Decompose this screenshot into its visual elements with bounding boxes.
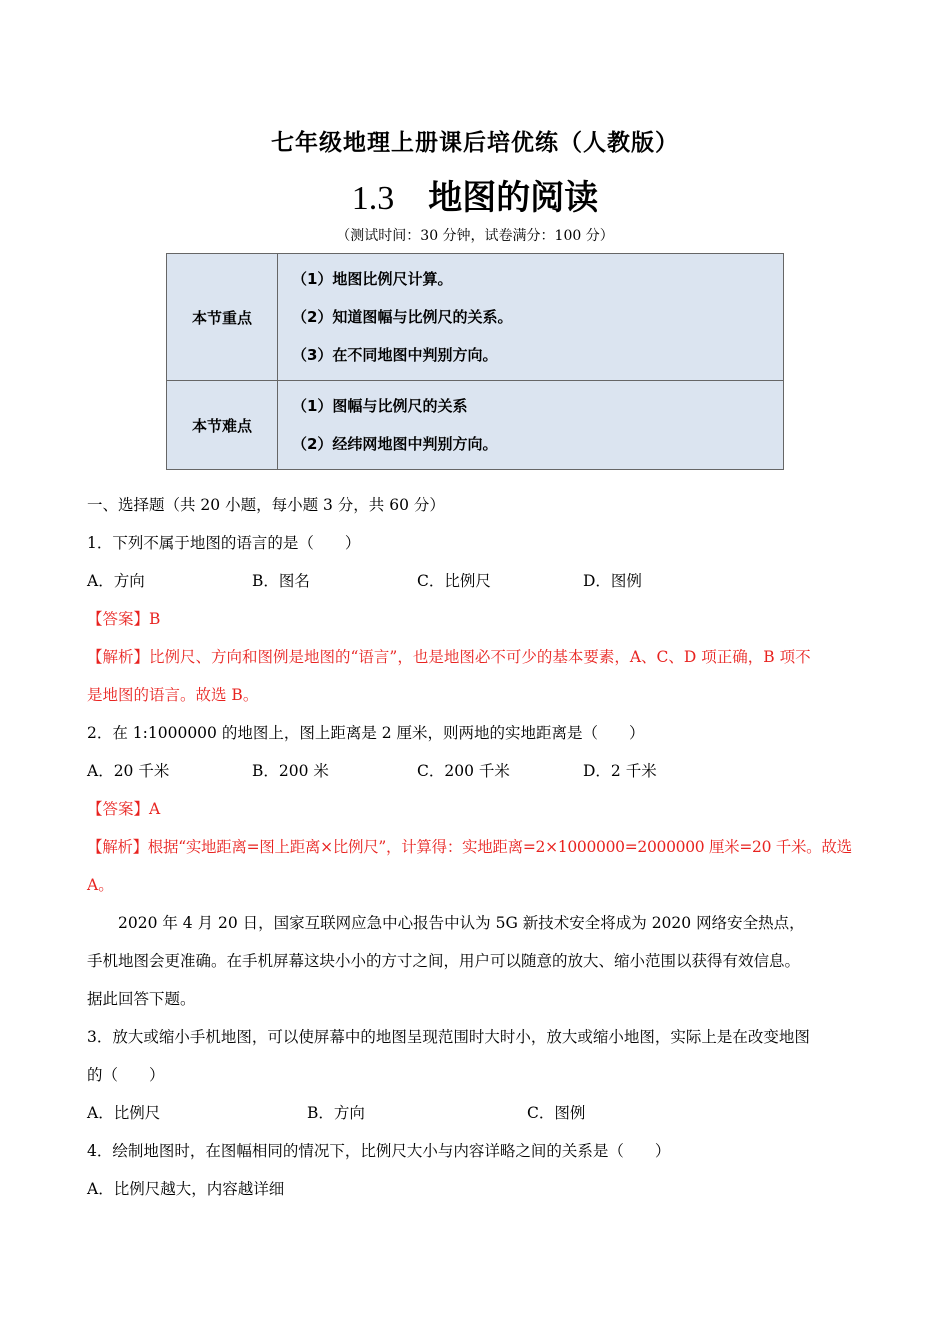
question-4-option-a: A．比例尺越大，内容越详细 (87, 1180, 285, 1198)
question-2-option-d: D．2 千米 (583, 762, 657, 780)
question-1-option-c: C．比例尺 (417, 572, 491, 590)
section-heading: 一、选择题（共 20 小题，每小题 3 分，共 60 分） (87, 496, 445, 514)
test-info: （测试时间：30 分钟，试卷满分：100 分） (336, 228, 614, 244)
question-1-option-b: B．图名 (252, 572, 310, 590)
question-4-stem: 4．绘制地图时，在图幅相同的情况下，比例尺大小与内容详略之间的关系是（ ） (87, 1142, 671, 1160)
question-3-option-a: A．比例尺 (87, 1104, 161, 1122)
focus-label: 本节重点 (167, 254, 278, 381)
question-1-option-a: A．方向 (87, 572, 145, 590)
question-2-analysis: 【解析】根据“实地距离=图上距离×比例尺”，计算得：实地距离=2×1000000=2000000 厘米=20 千米。故选 (87, 838, 852, 856)
question-2-option-a: A．20 千米 (87, 762, 170, 780)
key-points-table (166, 253, 784, 470)
passage-line-3: 据此回答下题。 (87, 990, 196, 1008)
question-1-answer: 【答案】B (87, 610, 161, 628)
question-3-option-c: C．图例 (527, 1104, 586, 1122)
lesson-number: 1.3 (351, 180, 395, 217)
question-3-stem: 3．放大或缩小手机地图，可以使屏幕中的地图呈现范围时大时小，放大或缩小地图，实际上是在改变地图 (87, 1028, 810, 1046)
passage-line-1: 2020 年 4 月 20 日，国家互联网应急中心报告中认为 5G 新技术安全将成为 2020 网络安全热点， (118, 914, 805, 932)
focus-item: （3）在不同地图中判别方向。 (292, 346, 498, 364)
difficulty-label: 本节难点 (167, 381, 278, 470)
difficulty-items (278, 381, 784, 470)
focus-item: （2）知道图幅与比例尺的关系。 (292, 308, 513, 326)
passage-line-2: 手机地图会更准确。在手机屏幕这块小小的方寸之间，用户可以随意的放大、缩小范围以获得有效信息。 (87, 952, 801, 970)
difficulty-row (167, 381, 784, 470)
series-title: 七年级地理上册课后培优练（人教版） (271, 130, 679, 156)
question-2-option-b: B．200 米 (252, 762, 329, 780)
question-1-stem: 1．下列不属于地图的语言的是（ ） (87, 534, 361, 552)
focus-items (278, 254, 784, 381)
focus-row (167, 254, 784, 381)
question-3-option-b: B．方向 (307, 1104, 365, 1122)
question-2-answer: 【答案】A (87, 800, 161, 818)
focus-item: （1）地图比例尺计算。 (292, 270, 453, 288)
question-2-stem: 2．在 1:1000000 的地图上，图上距离是 2 厘米，则两地的实地距离是（ ） (87, 724, 645, 742)
difficulty-item: （1）图幅与比例尺的关系 (292, 397, 468, 415)
lesson-title (0, 170, 950, 219)
question-1-option-d: D．图例 (583, 572, 642, 590)
difficulty-item: （2）经纬网地图中判别方向。 (292, 435, 498, 453)
question-2-analysis-cont: A。 (87, 876, 114, 894)
question-1-analysis: 【解析】比例尺、方向和图例是地图的“语言”，也是地图必不可少的基本要素，A、C、D 项正确，B 项不 (87, 648, 811, 666)
lesson-name: 地图的阅读 (428, 178, 599, 218)
question-3-stem-cont: 的（ ） (87, 1066, 165, 1084)
question-1-analysis-cont: 是地图的语言。故选 B。 (87, 686, 259, 704)
question-2-option-c: C．200 千米 (417, 762, 510, 780)
